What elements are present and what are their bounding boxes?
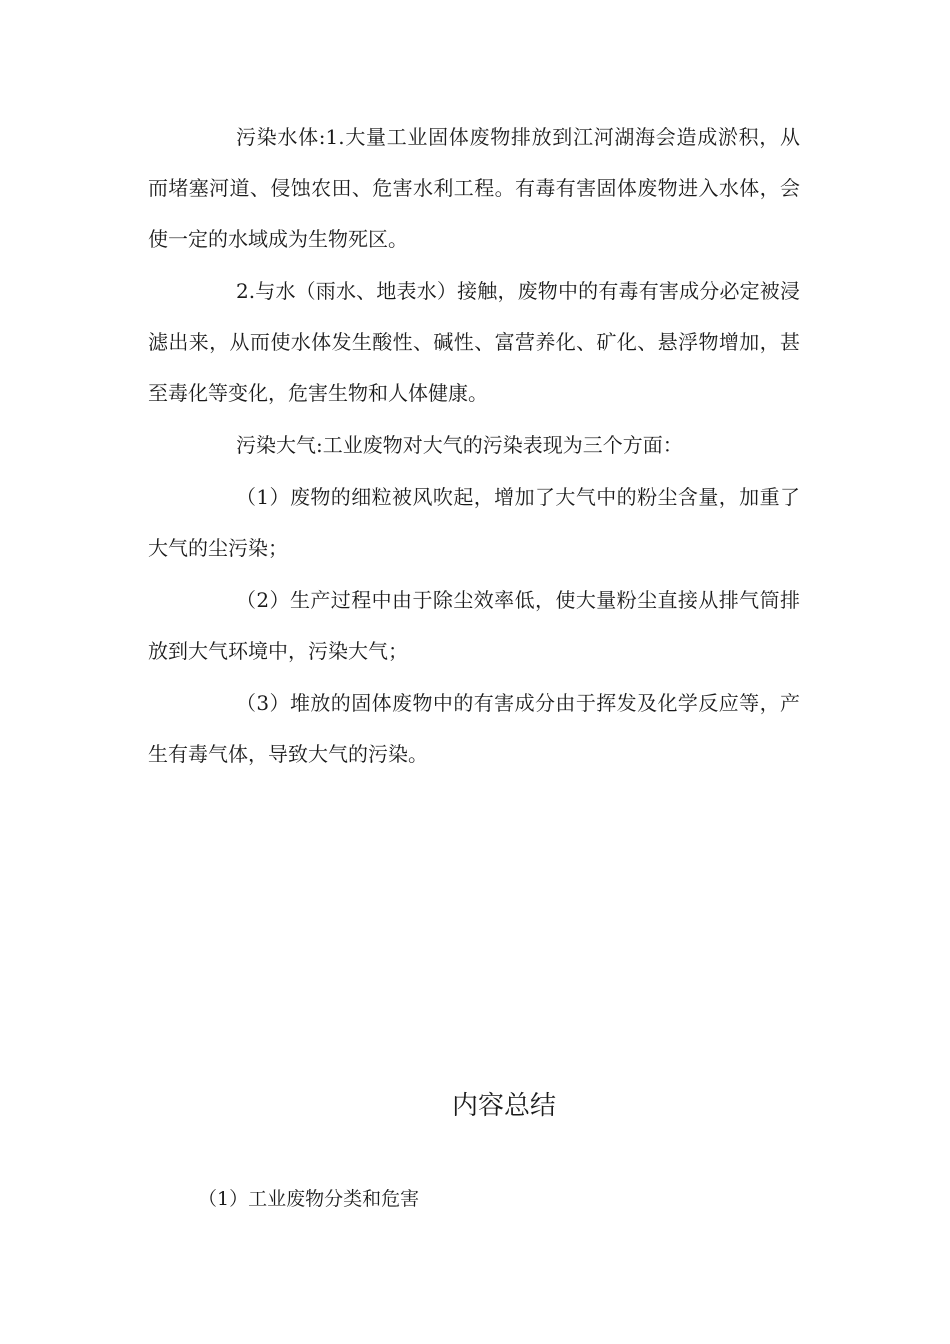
summary-title: 内容总结: [451, 1091, 556, 1121]
paragraph-water-pollution-1: 污染水体:1.大量工业固体废物排放到江河湖海会造成淤积，从而堵塞河道、侵蚀农田、危害水利工程。有毒有害固体废物进入水体，会使一定的水域成为生物死区。: [148, 125, 800, 251]
paragraph-air-pollution-item-2: （2）生产过程中由于除尘效率低，使大量粉尘直接从排气筒排放到大气环境中，污染大气；: [148, 588, 800, 663]
paragraph-water-pollution-2: 2.与水（雨水、地表水）接触，废物中的有毒有害成分必定被浸滤出来，从而使水体发生酸性、碱性、富营养化、矿化、悬浮物增加，甚至毒化等变化，危害生物和人体健康。: [148, 279, 800, 405]
paragraph-air-pollution-intro: 污染大气:工业废物对大气的污染表现为三个方面：: [236, 433, 683, 457]
paragraph-air-pollution-item-1: （1）废物的细粒被风吹起，增加了大气中的粉尘含量，加重了大气的尘污染；: [148, 485, 800, 560]
paragraph-air-pollution-item-3: （3）堆放的固体废物中的有害成分由于挥发及化学反应等，产生有毒气体，导致大气的污染。: [148, 691, 800, 766]
summary-item: （1）工业废物分类和危害: [198, 1188, 420, 1210]
body-text: [148, 112, 800, 781]
